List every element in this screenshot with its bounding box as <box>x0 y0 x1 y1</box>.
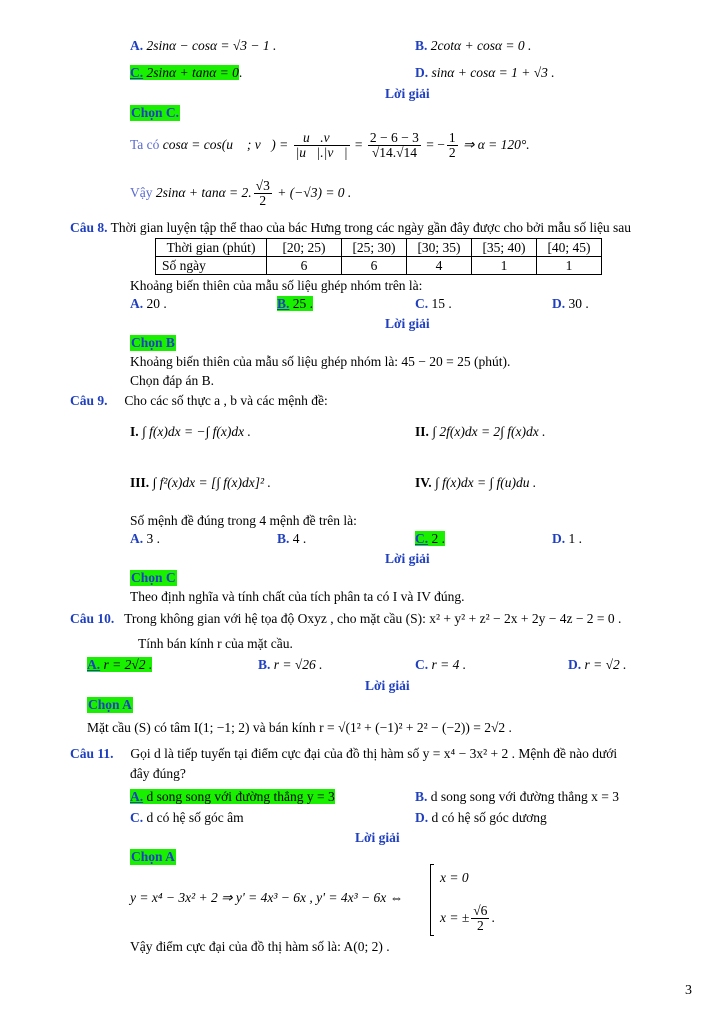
option-label: A. <box>130 38 144 53</box>
q8-option-a: A. 20 . <box>130 296 167 311</box>
q9-option-c: C. 2 . <box>415 531 445 546</box>
table-header-row <box>156 239 602 257</box>
q9-option-d: D. 1 . <box>552 531 582 546</box>
q11-stem: Câu 11. Gọi d là tiếp tuyến tại điểm cực đại của đồ thị hàm số y = x⁴ − 3x² + 2 . Mệnh đề nào dưới <box>70 746 618 761</box>
table-cell: Số ngày <box>156 257 267 275</box>
q9-question: Số mệnh đề đúng trong 4 mệnh đề trên là: <box>130 513 357 528</box>
table-cell: [25; 30) <box>342 239 407 257</box>
option-text: 2cotα + cosα = 0 . <box>430 38 532 53</box>
q11-stem-2: đây đúng? <box>130 766 186 781</box>
option-label: B. <box>415 38 428 53</box>
answer-choice: Chọn A <box>131 849 175 864</box>
q7-option-c: C. 2sinα + tanα = 0. <box>130 65 243 80</box>
table-cell: [20; 25) <box>267 239 342 257</box>
q10-option-a: A. r = 2√2 . <box>87 657 153 672</box>
system-bracket <box>430 864 434 936</box>
table-row <box>156 257 602 275</box>
q7-option-b <box>415 38 531 54</box>
table-cell: Thời gian (phút) <box>156 239 267 257</box>
q8-solution-line2: Chọn đáp án B. <box>130 373 214 388</box>
option-label: C. <box>130 65 144 80</box>
answer-choice: Chọn C. <box>131 105 180 120</box>
q11-option-d: D. d có hệ số góc dương <box>415 810 547 825</box>
table-cell: 1 <box>472 257 537 275</box>
q8-data-table <box>155 238 602 275</box>
q8-stem: Câu 8. Thời gian luyện tập thể thao của bác Hưng trong các ngày gần đây được cho bởi mẫu số liệu sau <box>70 220 632 235</box>
q10-stem-2: Tính bán kính r của mặt cầu. <box>138 636 293 651</box>
q11-solution-line2: Vậy điểm cực đại của đồ thị hàm số là: A(0; 2) . <box>130 939 390 954</box>
q8-option-b: B. 25 . <box>277 296 314 311</box>
solution-heading: Lời giải <box>385 316 430 331</box>
table-cell: 4 <box>407 257 472 275</box>
table-cell: 6 <box>342 257 407 275</box>
q9-statement-ii: II. ∫ 2f(x)dx = 2∫ f(x)dx . <box>415 424 546 439</box>
q8-option-c: C. 15 . <box>415 296 452 311</box>
q9-option-a: A. 3 . <box>130 531 160 546</box>
table-cell: 6 <box>267 257 342 275</box>
q7-option-d <box>415 65 555 81</box>
q10-option-b: B. r = √26 . <box>258 657 323 672</box>
solution-heading: Lời giải <box>365 678 410 693</box>
q7-solution-line2: Vậy 2sinα + tanα = 2. $\frac{√3}{2}$ + (−√3) = 0 . <box>130 178 352 209</box>
table-cell: [40; 45) <box>537 239 602 257</box>
option-text: 2sinα − cosα = √3 − 1 . <box>146 38 277 53</box>
q11-system-eq1: x = 0 <box>440 870 469 885</box>
q11-option-c: C. d có hệ số góc âm <box>130 810 244 825</box>
table-cell: 1 <box>537 257 602 275</box>
q9-stem: Câu 9. Cho các số thực a , b và các mệnh đề: <box>70 393 328 408</box>
q7-option-a <box>130 38 276 54</box>
q10-stem: Câu 10. Trong không gian với hệ tọa độ Oxyz , cho mặt cầu (S): x² + y² + z² − 2x + 2y − 4z − 2 = 0 . <box>70 611 622 626</box>
q11-option-a: A. d song song với đường thẳng y = 3 <box>130 789 335 804</box>
solution-heading: Lời giải <box>385 551 430 566</box>
q9-statement-iv: IV. ∫ f(x)dx = ∫ f(u)du . <box>415 475 537 490</box>
table-cell: [30; 35) <box>407 239 472 257</box>
answer-choice: Chọn C <box>131 570 176 585</box>
solution-heading: Lời giải <box>385 86 430 101</box>
q8-solution-line1: Khoảng biến thiên của mẫu số liệu ghép nhóm là: 45 − 20 = 25 (phút). <box>130 354 511 369</box>
option-label: D. <box>415 65 429 80</box>
answer-choice: Chọn A <box>88 697 132 712</box>
q9-statement-i: I. ∫ f(x)dx = −∫ f(x)dx . <box>130 424 251 439</box>
answer-choice: Chọn B <box>131 335 175 350</box>
q11-option-b: B. d song song với đường thẳng x = 3 <box>415 789 619 804</box>
page-number: 3 <box>685 983 692 998</box>
q8-question: Khoảng biến thiên của mẫu số liệu ghép nhóm trên là: <box>130 278 423 293</box>
option-text: sinα + cosα = 1 + √3 . <box>431 65 555 80</box>
q9-statement-iii: III. ∫ f²(x)dx = [∫ f(x)dx]² . <box>130 475 271 490</box>
option-text: 2sinα + tanα = 0 <box>146 65 239 80</box>
solution-heading: Lời giải <box>355 830 400 845</box>
table-cell: [35; 40) <box>472 239 537 257</box>
q9-option-b: B. 4 . <box>277 531 307 546</box>
q10-solution-line1: Mặt cầu (S) có tâm I(1; −1; 2) và bán kính r = √(1² + (−1)² + 2² − (−2)) = 2√2 . <box>87 720 512 735</box>
q11-system-eq2: x = ± $\frac{√6}{2}$ . <box>440 903 495 934</box>
q10-option-d: D. r = √2 . <box>568 657 627 672</box>
q8-option-d: D. 30 . <box>552 296 589 311</box>
q9-solution-line1: Theo định nghĩa và tính chất của tích phân ta có I và IV đúng. <box>130 589 465 604</box>
q11-solution-expr: y = x⁴ − 3x² + 2 ⇒ y' = 4x³ − 6x , y' = 4x³ − 6x ⇔ <box>130 890 404 905</box>
q10-option-c: C. r = 4 . <box>415 657 467 672</box>
q7-solution-line1: Ta có cosα = cos(u⃗ ; v⃗) = $\frac{u⃗.v⃗}{|u⃗|.|v⃗|}$ = $\frac{2 - 6 - 3}{√14.√14}$ = − $\frac{1}{2}$ ⇒ α = 120°. <box>130 130 530 161</box>
